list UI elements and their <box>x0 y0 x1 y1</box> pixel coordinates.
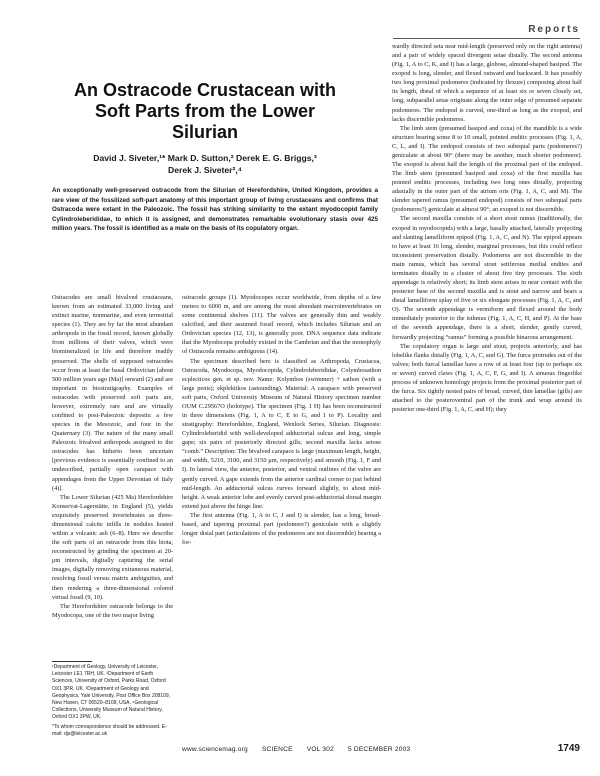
footer-url: www.sciencemag.org <box>182 746 248 753</box>
abstract: An exceptionally well-preserved ostracode from the Silurian of Herefordshire, United Kingdom, provides a rare view of the fossilized soft-part anatomy of this important group of living crustaceans and confirms that Ostracoda were extant in the Paleozoic. The fossil has striking similarity to the extant myodocopid family Cylindroleberididae, to which it is assigned, and demonstrates remarkable evolutionary stasis over 425 million years. The fossil is identified as a male on the basis of its copulatory organ. <box>52 187 378 232</box>
paragraph: The Lower Silurian (425 Ma) Herefordshire Konservat-Lagerstätte, in England (5), yields exquisitely preserved invertebrates as three-dimensional calcite infills in nodules hosted within a volcanic ash (6–8). Here we describe the soft parts of an ostracode from this biota, reconstructed by grinding the specimen at 20-μm intervals, digitally capturing the serial images, digitally removing extraneous material, resolving fossil versus matrix ambiguities, and then rendering a three-dimensional colored virtual fossil (9, 10). <box>52 493 173 601</box>
page-footer <box>182 746 482 753</box>
body-column-1 <box>52 293 173 620</box>
footer-journal: SCIENCE <box>261 746 293 753</box>
footer-date: 5 DECEMBER 2003 <box>347 746 411 753</box>
paragraph: ostracode groups (1). Myodocopes occur worldwide, from depths of a few meters to 6000 m, and are among the most abundant macroinvertebrates on some continental shelves (11). The valves are generally thin and weakly calcified, and their assumed fossil record, which includes Silurian and an Ordovician species (12, 13), is generally poor. DNA sequence data indicate that the Myodocopa probably existed in the Cambrian and that the monophyly of Ostracoda remains ambiguous (14). <box>182 294 381 356</box>
section-label: Reports <box>528 24 580 35</box>
correspondence-note: *To whom correspondence should be addressed. E-mail: djs@leicester.ac.uk <box>52 723 167 737</box>
paragraph: Ostracodes are small bivalved crustaceans, known from an estimated 33,000 living and extinct marine, nonmarine, and even terrestrial species (1). They are by far the most abundant arthropods in the fossil record, known globally from millions of their valves, which were biomineralized in life and therefore readily preserved. The shells of supposed ostracodes occur from at least the basal Ordovician [about 500 million years ago (Ma)] onward (2) and are important in biostratigraphy. Examples of ostracodes with preserved soft parts are, however, extremely rare and are virtually confined to post-Paleozoic deposits: a few species in the Mesozoic, and four in the Quaternary (3). The nature of the many small Paleozoic bivalved arthropods assigned to the ostracodes has hitherto been uncertain [previous evidence is essentially confined to an undescribed, partially open carapace with appendages from the Upper Devonian of Italy (4)]. <box>52 294 173 492</box>
body-column-3 <box>392 42 582 414</box>
body-column-2 <box>182 293 381 547</box>
paragraph: The limb stem (presumed basipod and coxa) of the mandible is a wide structure bearing some 8 to 10 small, pointed enditic processes (Fig. 1, A, C, L, and I). The endopod consists of two subequal parts (podomeres?) geniculate at about 90° (there may be another, much shorter podomere). The exopod is about half the length of the proximal part of the endopod. The limb stem (presumed basipod and coxa) of the first maxilla has pointed enditic processes, including two long ones distally, projecting adaxially in the outer part of the atrium oris (Fig. 1, A, C, and M). The slender tapered ramus (presumed endopod) consists of two subequal parts (podomeres?) geniculate at almost 90°; an exopod is not discernible. <box>392 124 582 214</box>
affiliation-text: ¹Department of Geology, University of Leicester, Leicester LE1 7RH, UK. ²Department of Earth Sciences, University of Oxford, Parks Road, Oxford OX1 3PR, UK. ³Department of Geology and Geophysics, Yale University, Post Office Box 208109, New Haven, CT 06520–8109, USA. ⁴Geological Collections, University Museum of Natural History, Oxford OX1 3PW, UK. <box>52 664 171 721</box>
paragraph: The second maxilla consists of a short stout ramus (traditionally, the exopod in myodocopids) with a large, basally attached, laterally projecting and slanting lamelliform epipod (Fig. 1, A, C, and N). The epipod appears to have at least 16 long, slender, marginal processes, but this could reflect inconsistent preservation distally. Podomeres are not discernible in the main ramus, which has several stout setiferous medial endites and terminates distally in a cluster of about five tiny processes. The sixth appendage is relatively short; its limb stem arises in near contact with the posterior base of the second maxilla and is stout and narrow and bears a distal lamelliform splay of five or six elongate processes (Fig. 1, A, C, and O). The seventh appendage is vermiform and flexed around the body immediately posterior to the isthmus (Fig. 1, A, C, H, and P). At the base of the seventh appendage, there is a short, slender, gently curved, forwardly projecting “ramus” forming a possible binarous arrangement. <box>392 215 582 341</box>
author-list <box>40 152 370 176</box>
header-rule <box>393 38 580 39</box>
author-line-2: Derek J. Siveter²,⁴ <box>168 165 242 175</box>
paragraph: The specimen described here is classified as Arthropoda, Crustacea, Ostracoda, Myodocopa, Myodocopida, Cylindroleberididae, Colymbosathon ecplecticos gen. et sp. nov. Name: Kolymbos (swimmer) + sathon (with a large penis); ekplektikos (astounding). Material: A carapace with preserved soft parts, Oxford University Museum of Natural History specimen number OUM C.29567O (holotype). The specimen (Fig. 1 H) has been reconstructed in three dimensions (Fig. 1, A to C, E to G, and I to P). Locality and stratigraphy: Herefordshire, England, Wenlock Series, Silurian. Diagnosis: Cylindroleberidid with well-developed adductorial sulcus and long, simple gape; six pairs of posteriorly directed gills; second maxilla lacks setose “comb.” Description: The bivalved carapace is large (maximum length, height, and width, 5210, 3100, and 3150 μm, respectively) and smooth (Fig. 1, F and I). In lateral view, the anterior, posterior, and ventral outlines of the valve are gently curved. A gape extends from the anterior cardinal corner to just behind mid-length. An adductorial sulcus curves forward slightly, to about mid-height. A weak anterior lobe and evenly curved post-adductorial dorsal margin extend just above the hinge line. <box>182 357 381 510</box>
paragraph: The copulatory organ is large and stout, projects anteriorly, and has lobelike flanks distally (Fig. 1, A, C, and G). The furca protrudes out of the valves; both furcal lamellae have a row of at least four (up to perhaps six or seven) curved claws (Fig. 1, A, C, F, G, and I). A sinuous fingerlike process of unknown homology projects from the proximal posterior part of the furca. Six tightly nested pairs of broad, curved, thin lamellae (gills) are attached to the posteroventral part of the trunk and wrap around its posterior one-third (Fig. 1, A, C, and H); they <box>392 342 582 414</box>
footer-volume: VOL 302 <box>306 746 334 753</box>
affiliation-rule <box>52 661 92 662</box>
author-line-1: David J. Siveter,¹* Mark D. Sutton,² Derek E. G. Briggs,³ <box>93 153 317 163</box>
page-number: 1749 <box>557 743 580 754</box>
paragraph: The Herefordshire ostracode belongs to the Myodocopa, one of the two major living <box>52 602 173 619</box>
affiliations <box>52 664 173 740</box>
paragraph: wardly directed seta near mid-length (preserved only on the right antenna) and a pair of widely spaced divergent setae distally. The second antenna (Fig. 1, A to C, K, and I) has a large, globose, almond-shaped basipod. The exopod is long, slender, and flexed outward and backward. It has possibly two long proximal podomeres (indicated by flexure) composing about half its length, distal of which a sequence of at least six or seven closely set, long, subparallel setae originate along the outer edge of presumed separate podomeres. The endopod is curved, one-third as long as the exopod, and lacks discernible podomeres. <box>392 43 582 123</box>
paragraph: The first antenna (Fig. 1, A to C, J and I) is slender, has a long, broad-based, and tapering proximal part (podomere?) geniculate with a slightly longer distal part (articulations of the podomeres are not discernible) bearing a for- <box>182 511 381 547</box>
article-title: An Ostracode Crustacean with Soft Parts from the Lower Silurian <box>73 80 337 142</box>
